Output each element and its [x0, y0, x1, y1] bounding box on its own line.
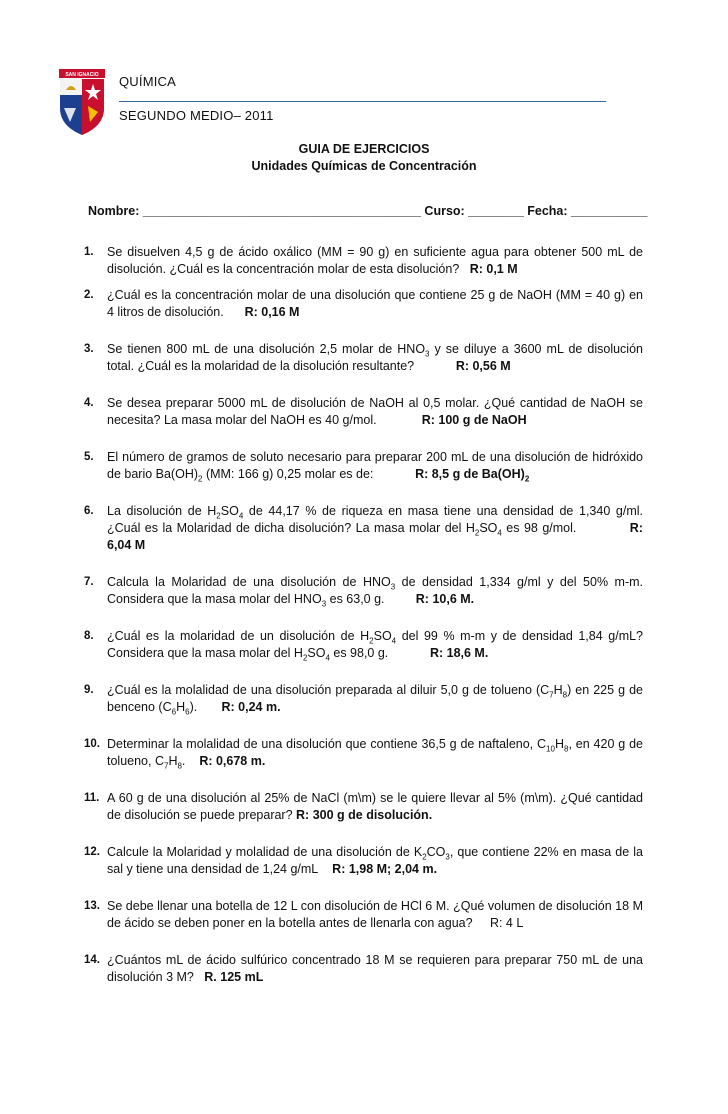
- exercise-item: [84, 628, 644, 663]
- exercise-question: Calcule la Molaridad y molalidad de una disolución de $K_2CO_3$, que contiene 22% en masa de la sal y tiene una densidad de 1,24 g/mL: [107, 845, 643, 876]
- exercise-answer: R: 4 L: [489, 916, 524, 930]
- exercise-number: 11.: [84, 792, 100, 804]
- exercise-question: El número de gramos de soluto necesario para preparar 200 mL de una disolución de hidróxido de bario $Ba(OH)_2$ (MM: 166 g) 0,25 molar es de:: [107, 450, 643, 484]
- exercise-question: ¿Cuál es la molaridad de un disolución de $H_2SO_4$ del 99 % m-m y de densidad 1,84 g/mL? Considera que la masa molar del $H_2SO_4$ es 98,0 g.: [107, 629, 644, 663]
- exercise-number: 6.: [84, 505, 94, 517]
- exercise-answer: R: 300 g de disolución.: [296, 808, 433, 822]
- exercise-number: 12.: [84, 846, 100, 858]
- exercise-answer: R: 0,56 M: [455, 359, 511, 373]
- exercise-number: 4.: [84, 397, 94, 409]
- exercise-answer: R: 0,678 m.: [199, 754, 266, 768]
- subject-label: QUÍMICA: [119, 74, 177, 89]
- header-divider: [119, 101, 606, 102]
- exercise-question: Se disuelven 4,5 g de ácido oxálico (MM = 90 g) en suficiente agua para obtener 500 mL de disolución. ¿Cuál es la concentración molar de esta disolución?: [107, 245, 643, 276]
- exercise-answer: R: 0,1 M: [469, 262, 518, 276]
- exercise-answer: R: 0,16 M: [244, 305, 300, 319]
- exercise-item: [84, 341, 643, 375]
- exercise-number: 9.: [84, 684, 94, 696]
- exercise-number: 10.: [84, 738, 100, 750]
- exercise-question: Se desea preparar 5000 mL de disolución de NaOH al 0,5 molar. ¿Qué cantidad de NaOH se necesita? La masa molar del NaOH es 40 g/mol.: [107, 396, 643, 427]
- exercise-number: 5.: [84, 451, 94, 463]
- exercise-question: ¿Cuántos mL de ácido sulfúrico concentrado 18 M se requieren para preparar 750 mL de una disolución 3 M?: [107, 953, 643, 984]
- exercise-item: [84, 244, 643, 278]
- exercise-item: [84, 682, 644, 717]
- exercise-question: A 60 g de una disolución al 25% de NaCl (m\m) se le quiere llevar al 5% (m\m). ¿Qué cantidad de disolución se puede preparar?: [107, 791, 643, 822]
- exercise-answer: R: 18,6 M.: [429, 646, 489, 660]
- exercise-item: [84, 952, 643, 986]
- exercise-number: 7.: [84, 576, 94, 588]
- exercise-item: [84, 449, 643, 484]
- exercise-number: 3.: [84, 343, 94, 355]
- exercise-list: [84, 244, 644, 986]
- document-title: GUIA DE EJERCICIOS: [298, 142, 430, 156]
- student-info-line: Nombre: ________________________________________ Curso: ________ Fecha: ___________: [88, 204, 648, 218]
- exercise-item: [84, 503, 643, 554]
- exercise-question: Determinar la molalidad de una disolución que contiene 36,5 g de naftaleno, $C_{10}H_8$, en 420 g de tolueno, $C_7H_8$.: [107, 737, 643, 771]
- exercise-item: [84, 844, 643, 878]
- exercise-question: ¿Cuál es la molalidad de una disolución preparada al diluir 5,0 g de tolueno $(C_7H_8)$ en 225 g de benceno $(C_6H_6)$.: [107, 683, 644, 717]
- exercise-question: ¿Cuál es la concentración molar de una disolución que contiene 25 g de NaOH (MM = 40 g) en 4 litros de disolución.: [107, 288, 643, 319]
- exercise-question: Calcula la Molaridad de una disolución de $HNO_3$ de densidad 1,334 g/ml y del 50% m-m. Considera que la masa molar del $HNO_3$ es 63,0 g.: [107, 575, 644, 609]
- exercise-item: [84, 574, 644, 609]
- exercise-number: 8.: [84, 630, 94, 642]
- exercise-number: 2.: [84, 289, 94, 301]
- exercise-answer: R: 8,5 g de $Ba(OH)_2$: [415, 467, 530, 484]
- exercise-item: [84, 395, 643, 429]
- exercise-question: La disolución de $H_2SO_4$ de 44,17 % de riqueza en masa tiene una densidad de 1,340 g/ml. ¿Cuál es la Molaridad de dicha disolución? La masa molar del $H_2SO_4$ es 98 g/mol.: [107, 504, 643, 538]
- exercise-answer: R. 125 mL: [204, 970, 264, 984]
- course-label: SEGUNDO MEDIO– 2011: [119, 108, 274, 123]
- crest-label: SAN IGNACIO: [65, 72, 99, 78]
- exercise-answer: R: 100 g de NaOH: [421, 413, 527, 427]
- exercise-item: [84, 287, 643, 321]
- exercise-number: 14.: [84, 954, 100, 966]
- exercise-number: 13.: [84, 900, 100, 912]
- exercise-answer: R: 0,24 m.: [221, 700, 281, 714]
- exercise-number: 1.: [84, 246, 94, 258]
- exercise-item: [84, 790, 643, 824]
- exercise-item: [84, 736, 643, 771]
- exercise-answer: R: 6,04 M: [107, 521, 643, 552]
- exercise-answer: R: 10,6 M.: [415, 592, 475, 606]
- exercise-answer: R: 1,98 M; 2,04 m.: [332, 862, 438, 876]
- school-crest-logo: [58, 68, 106, 136]
- exercise-item: [84, 898, 643, 932]
- exercise-question: Se tienen 800 mL de una disolución 2,5 molar de $HNO_3$ y se diluye a 3600 mL de disolución total. ¿Cuál es la molaridad de la disolución resultante?: [107, 342, 643, 373]
- document-subtitle: Unidades Químicas de Concentración: [251, 159, 477, 173]
- exercise-question: Se debe llenar una botella de 12 L con disolución de HCl 6 M. ¿Qué volumen de disolución 18 M de ácido se deben poner en la botella antes de llenarla con agua?: [107, 899, 643, 930]
